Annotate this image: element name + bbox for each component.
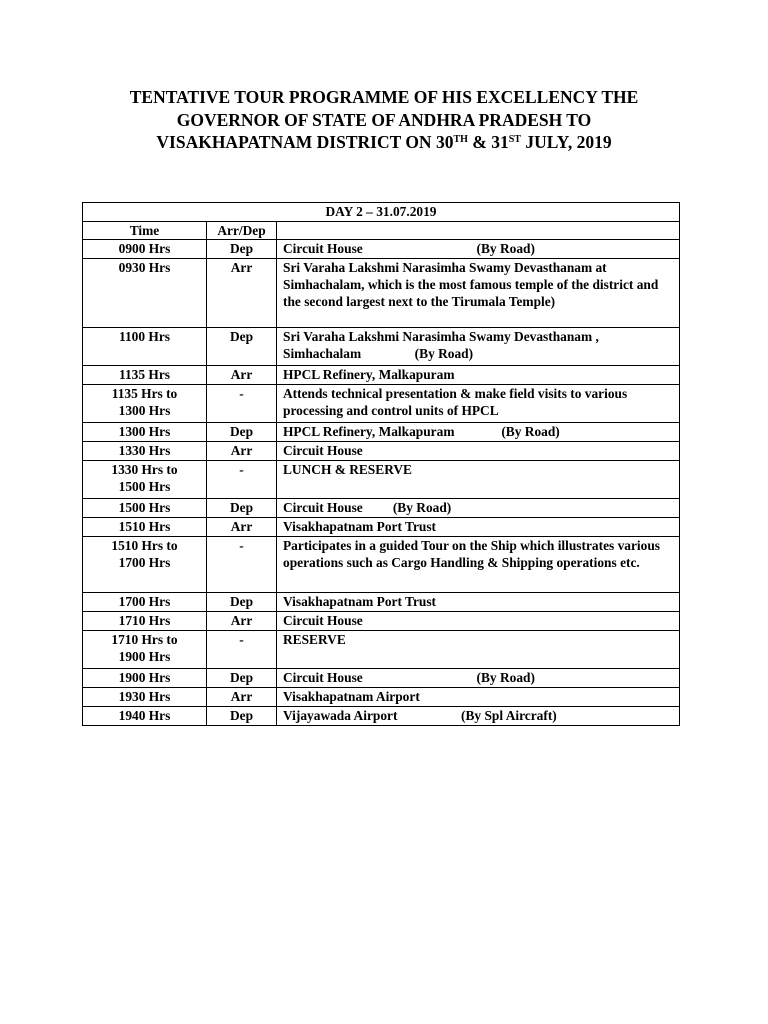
column-header-arr-dep: Arr/Dep: [207, 222, 277, 240]
row-description: Attends technical presentation & make field visits to various processing and control units of HPCL: [277, 385, 680, 423]
row-description: Participates in a guided Tour on the Ship which illustrates various operations such as Cargo Handling & Shipping operations etc.: [277, 537, 680, 593]
row-time: 0930 Hrs: [83, 259, 207, 328]
title-line-3-part-c: JULY, 2019: [520, 132, 612, 152]
row-arr-dep: -: [207, 385, 277, 423]
title-line-3-part-b: & 31: [467, 132, 509, 152]
row-description: Circuit House: [277, 612, 680, 631]
row-arr-dep: Arr: [207, 259, 277, 328]
row-description: LUNCH & RESERVE: [277, 461, 680, 499]
row-arr-dep: Dep: [207, 423, 277, 442]
title-line-2: GOVERNOR OF STATE OF ANDHRA PRADESH TO: [176, 109, 592, 130]
table-row: [83, 499, 680, 518]
row-arr-dep: Dep: [207, 328, 277, 366]
row-description: Circuit House: [277, 442, 680, 461]
row-description: Visakhapatnam Airport: [277, 688, 680, 707]
column-header-time: Time: [83, 222, 207, 240]
title-superscript-st: ST: [508, 134, 521, 145]
row-description: Visakhapatnam Port Trust: [277, 593, 680, 612]
row-arr-dep: Arr: [207, 612, 277, 631]
row-time: 0900 Hrs: [83, 240, 207, 259]
row-time: 1900 Hrs: [83, 669, 207, 688]
document-title: [100, 86, 668, 154]
row-time: 1100 Hrs: [83, 328, 207, 366]
row-description: RESERVE: [277, 631, 680, 669]
row-time: 1710 Hrs to 1900 Hrs: [83, 631, 207, 669]
title-line-3-part-a: VISAKHAPATNAM DISTRICT ON 30: [156, 132, 454, 152]
row-description: Sri Varaha Lakshmi Narasimha Swamy Devasthanam , Simhachalam (By Road): [277, 328, 680, 366]
row-description: Circuit House (By Road): [277, 499, 680, 518]
table-row: [83, 328, 680, 366]
title-superscript-th: TH: [453, 134, 468, 145]
row-arr-dep: -: [207, 631, 277, 669]
row-arr-dep: Arr: [207, 366, 277, 385]
table-row: [83, 612, 680, 631]
row-arr-dep: -: [207, 461, 277, 499]
table-row: [83, 366, 680, 385]
table-row: [83, 669, 680, 688]
table-row: [83, 688, 680, 707]
table-row: [83, 593, 680, 612]
row-time: 1500 Hrs: [83, 499, 207, 518]
row-arr-dep: Dep: [207, 593, 277, 612]
row-time: 1700 Hrs: [83, 593, 207, 612]
table-row: [83, 259, 680, 328]
schedule-table: [82, 202, 680, 726]
row-time: 1300 Hrs: [83, 423, 207, 442]
row-time: 1330 Hrs: [83, 442, 207, 461]
column-header-description: [277, 222, 680, 240]
title-line-1: TENTATIVE TOUR PROGRAMME OF HIS EXCELLENCY THE: [129, 87, 639, 107]
title-line-3: [100, 131, 668, 154]
row-arr-dep: Dep: [207, 669, 277, 688]
row-description: Visakhapatnam Port Trust: [277, 518, 680, 537]
row-description: Circuit House (By Road): [277, 240, 680, 259]
row-time: 1135 Hrs to 1300 Hrs: [83, 385, 207, 423]
day-header-row: [83, 203, 680, 222]
row-time: 1330 Hrs to 1500 Hrs: [83, 461, 207, 499]
column-header-row: [83, 222, 680, 240]
row-description: HPCL Refinery, Malkapuram (By Road): [277, 423, 680, 442]
row-time: 1710 Hrs: [83, 612, 207, 631]
table-row: [83, 537, 680, 593]
schedule-table-body: [83, 203, 680, 726]
row-arr-dep: Dep: [207, 707, 277, 726]
table-row: [83, 240, 680, 259]
table-row: [83, 518, 680, 537]
row-description: Vijayawada Airport (By Spl Aircraft): [277, 707, 680, 726]
row-arr-dep: Arr: [207, 688, 277, 707]
row-arr-dep: Arr: [207, 442, 277, 461]
row-arr-dep: Dep: [207, 499, 277, 518]
row-time: 1135 Hrs: [83, 366, 207, 385]
row-arr-dep: Arr: [207, 518, 277, 537]
row-description: HPCL Refinery, Malkapuram: [277, 366, 680, 385]
table-row: [83, 631, 680, 669]
row-time: 1930 Hrs: [83, 688, 207, 707]
table-row: [83, 423, 680, 442]
day-header: DAY 2 – 31.07.2019: [83, 203, 680, 222]
row-description: Circuit House (By Road): [277, 669, 680, 688]
row-time: 1510 Hrs to 1700 Hrs: [83, 537, 207, 593]
table-row: [83, 442, 680, 461]
table-row: [83, 385, 680, 423]
table-row: [83, 461, 680, 499]
row-arr-dep: Dep: [207, 240, 277, 259]
row-time: 1510 Hrs: [83, 518, 207, 537]
table-row: [83, 707, 680, 726]
row-arr-dep: -: [207, 537, 277, 593]
row-time: 1940 Hrs: [83, 707, 207, 726]
row-description: Sri Varaha Lakshmi Narasimha Swamy Devasthanam at Simhachalam, which is the most famous temple of the district and the second largest next to the Tirumala Temple): [277, 259, 680, 328]
